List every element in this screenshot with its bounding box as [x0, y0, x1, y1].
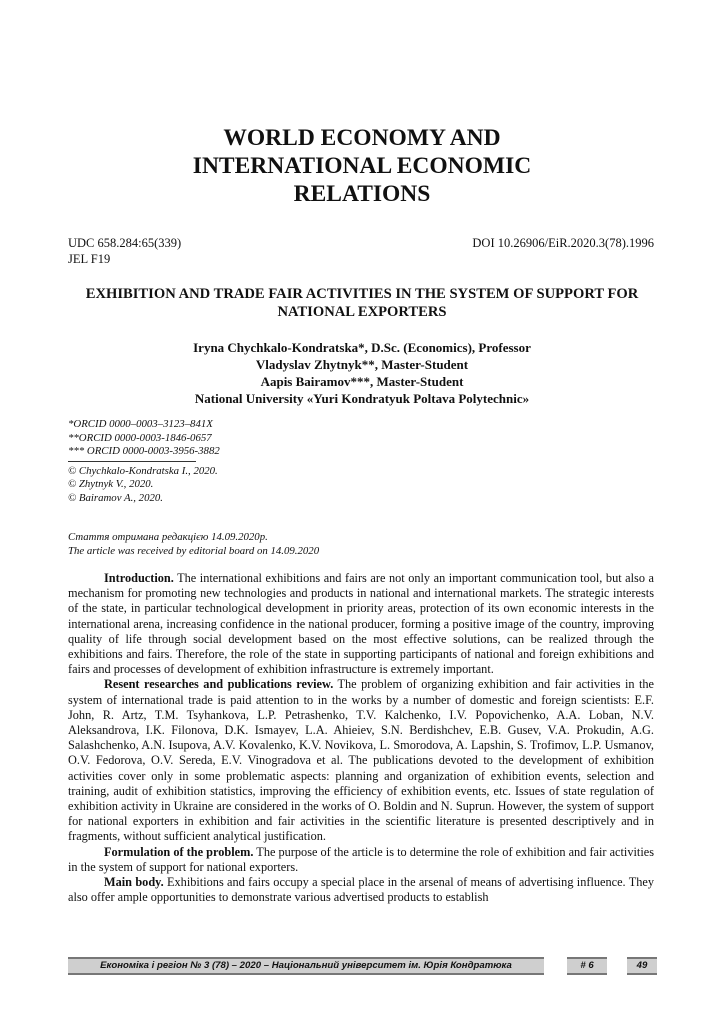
article-body — [68, 571, 654, 905]
footnotes — [68, 418, 220, 506]
received-note — [68, 530, 319, 558]
page-number: 49 — [627, 957, 657, 975]
paragraph-heading: Introduction. — [104, 571, 174, 585]
jel-code: JEL F19 — [68, 252, 111, 266]
paragraph-problem — [68, 845, 654, 875]
received-en: The article was received by editorial board on 14.09.2020 — [68, 545, 320, 557]
orcid-1: *ORCID 0000–0003–3123–841X — [68, 418, 213, 430]
journal-footer-text: Економіка і регіон № 3 (78) – 2020 – Національний університет ім. Юрія Кондратюка — [68, 957, 544, 975]
affiliation: National University «Yuri Kondratyuk Poltava Polytechnic» — [194, 391, 530, 406]
udc-code: UDC 658.284:65(339) — [68, 236, 182, 250]
article-title: EXHIBITION AND TRADE FAIR ACTIVITIES IN THE SYSTEM OF SUPPORT FOR NATIONAL EXPORTERS — [85, 286, 639, 320]
section-title-line-2: INTERNATIONAL ECONOMIC — [192, 153, 532, 179]
paragraph-text: Exhibitions and fairs occupy a special place in the arsenal of means of advertising influence. They also offer ample opportunities to demonstrate various advertised products to establish — [68, 875, 654, 905]
paragraph-heading: Resent researches and publications review. — [104, 677, 334, 692]
issue-tag: # 6 — [567, 957, 607, 975]
paragraph-main-body — [68, 875, 654, 905]
page-footer — [68, 957, 657, 973]
orcid-3: *** ORCID 0000-0003-3956-3882 — [68, 445, 220, 458]
received-ua: Стаття отримана редакцією 14.09.2020р. — [68, 531, 268, 543]
author-3: Aapis Bairamov***, Master-Student — [260, 374, 464, 389]
paragraph-text: The international exhibitions and fairs are not only an important communication tool, but also a mechanism for promoting new technologies and products in national and international markets. The strategic interests of the state, in particular technological development in priority areas, protection of its own economic interests in the international arena, increasing confidence in the national producer, forming a positive image of the country, improving quality of life through social development based on the most effective solutions, can be realized through the exhibitions and fairs. Therefore, the role of the state in supporting participants of national and foreign exhibitions and fairs and processes of development of exhibition infrastructure is extremely important. — [68, 571, 654, 677]
section-title — [0, 124, 724, 208]
paragraph-heading: Main body. — [104, 875, 164, 890]
orcid-2: **ORCID 0000-0003-1846-0657 — [68, 431, 212, 444]
section-title-line-1: WORLD ECONOMY AND — [223, 125, 501, 151]
paragraph-heading: Formulation of the problem. — [104, 844, 254, 859]
copyright-2: © Zhytnyk V., 2020. — [68, 478, 154, 491]
paragraph-review — [68, 677, 654, 844]
paragraph-text: The purpose of the article is to determine the role of exhibition and fair activities in the system of support for national exporters. — [68, 844, 654, 874]
footnote-divider — [68, 461, 196, 462]
author-block — [70, 339, 654, 407]
doi: DOI 10.26906/EiR.2020.3(78).1996 — [472, 236, 654, 250]
copyright-3: © Bairamov A., 2020. — [68, 491, 163, 504]
paragraph-introduction — [68, 571, 654, 677]
author-1: Iryna Chychkalo-Kondratska*, D.Sc. (Economics), Professor — [193, 340, 531, 355]
author-2: Vladyslav Zhytnyk**, Master-Student — [255, 357, 469, 372]
section-title-line-3: RELATIONS — [293, 181, 431, 207]
copyright-1: © Chychkalo-Kondratska I., 2020. — [68, 464, 218, 477]
paragraph-text: The problem of organizing exhibition and fair activities in the system of international trade is paid attention to in the works by a number of domestic and foreign scientists: E.F. John, R. Artz, T.M. Tsyhankova, L.P. Petrashenko, T.V. Kalchenko, I.V. Popovichenko, A.A. Loban, N.V. Aleksandrova, I.K. Filonova, D.K. Ismayev, L.A. Ahieiev, S.N. Berdishchev, E.B. Gusev, V.A. Prokudin, A.G. Salashchenko, A.N. Isupova, A.V. Kovalenko, K.V. Novikova, L. Smorodova, A. Lapshin, S. Trofimov, L.P. Usmanov, O.V. Fedorova, O.V. Sereda, E.V. Vinogradova et al. The publications devoted to the development of exhibition activities cover only in some problematic aspects: planning and organization of exhibition events, selection and training, audit of exhibition statistics, improving the efficiency of exhibition events, etc. Issues of state regulation of exhibition activity in Ukraine are considered in the works of O. Boldin and N. Suprun. However, the system of support for national exporters in exhibition and fair activities in the scientific literature is presented descriptively and in fragments, without sufficient analytical justification. — [68, 677, 655, 844]
